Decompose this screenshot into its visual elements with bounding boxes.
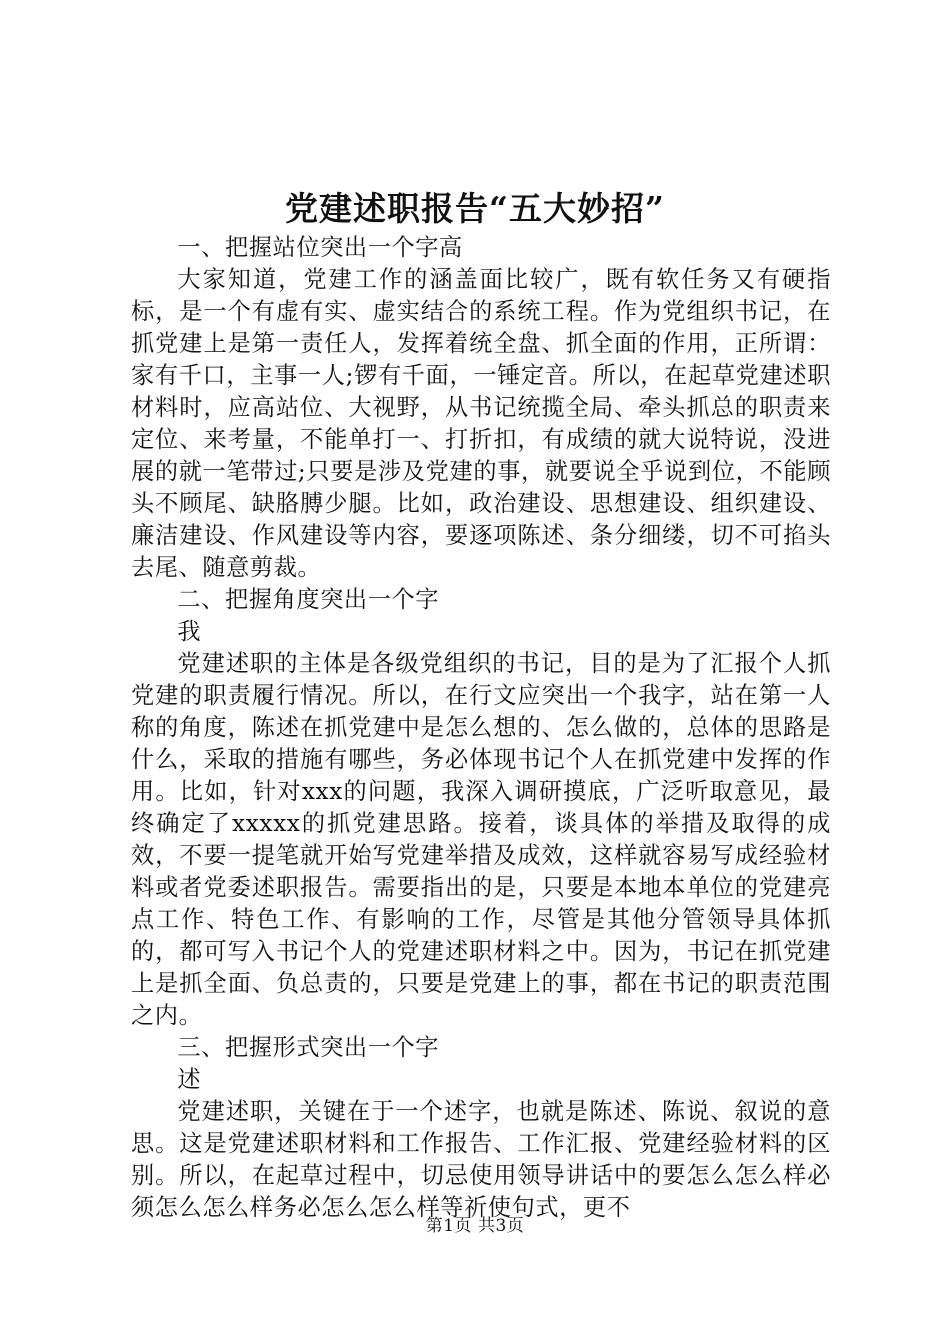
body-paragraph-3: 党建述职，关键在于一个述字，也就是陈述、陈说、叙说的意思。这是党建述职材料和工作报告、工作汇报、党建经验材料的区别。所以，在起草过程中，切忌使用领导讲话中的要怎么怎么样必须怎么怎么样务必怎么怎么样等祈使句式，更不 (131, 1098, 831, 1221)
section-heading-3-keyword: 述 (177, 1066, 202, 1093)
body-paragraph-1: 大家知道，党建工作的涵盖面比较广，既有软任务又有硬指标，是一个有虚有实、虚实结合的系统工程。作为党组织书记，在抓党建上是第一责任人，发挥着统全盘、抓全面的作用，正所谓：家有千口，主事一人;锣有千面，一锤定音。所以，在起草党建述职材料时，应高站位、大视野，从书记统揽全局、牵头抓总的职责来定位、来考量，不能单打一、打折扣，有成绩的就大说特说，没进展的就一笔带过;只要是涉及党建的事，就要说全乎说到位，不能顾头不顾尾、缺胳膊少腿。比如，政治建设、思想建设、组织建设、廉洁建设、作风建设等内容，要逐项陈述、条分细缕，切不可掐头去尾、随意剪裁。 (131, 266, 831, 581)
body-paragraph-2: 党建述职的主体是各级党组织的书记，目的是为了汇报个人抓党建的职责履行情况。所以，在行文应突出一个我字，站在第一人称的角度，陈述在抓党建中是怎么想的、怎么做的，总体的思路是什么，采取的措施有哪些，务必体现书记个人在抓党建中发挥的作用。比如，针对xxx的问题，我深入调研摸底，广泛听取意见，最终确定了xxxxx的抓党建思路。接着，谈具体的举措及取得的成效，不要一提笔就开始写党建举措及成效，这样就容易写成经验材料或者党委述职报告。需要指出的是，只要是本地本单位的党建亮点工作、特色工作、有影响的工作，尽管是其他分管领导具体抓的，都可写入书记个人的党建述职材料之中。因为，书记在抓党建上是抓全面、负总责的，只要是党建上的事，都在书记的职责范围之内。 (131, 650, 831, 1029)
document-body (131, 232, 831, 1224)
section-heading-3: 三、把握形式突出一个字 (177, 1034, 440, 1061)
section-heading-2: 二、把握角度突出一个字 (177, 586, 440, 613)
section-heading-1: 一、把握站位突出一个字高 (177, 234, 463, 261)
page-footer: 第1页 共3页 (425, 1216, 525, 1236)
section-heading-2-keyword: 我 (177, 618, 202, 645)
document-title: 党建述职报告“五大妙招” (285, 189, 665, 228)
